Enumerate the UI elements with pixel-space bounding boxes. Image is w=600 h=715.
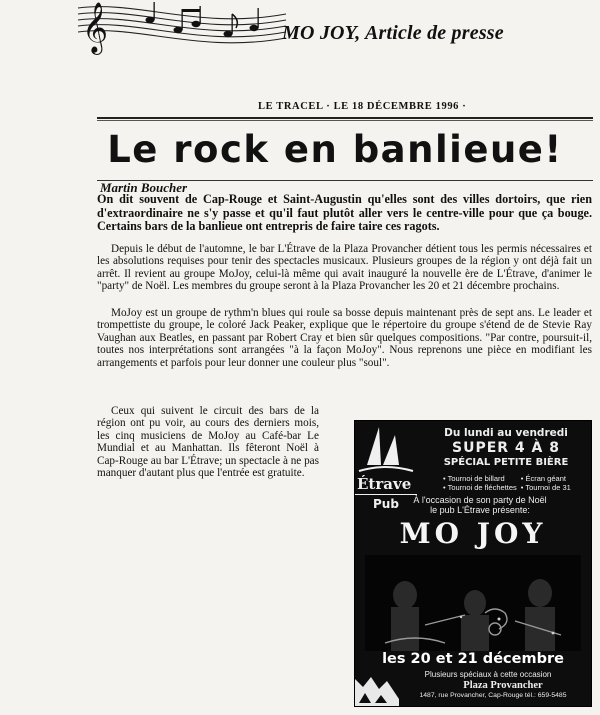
ad-band-name: MO JOY: [399, 517, 547, 550]
ad-occasion-line: le pub L'Étrave présente:: [430, 505, 530, 515]
article-lead: On dit souvent de Cap-Rouge et Saint-Augustin qu'elles sont des villes dortoirs, que rien d'extraordinaire ne s'y passe et qu'il faut plutôt aller vers le centre-ville pour que ça bouge. Certains bars de la banlieue ont entrepris de faire taire ces ragots.: [97, 192, 592, 234]
article-byline: Martin Boucher: [100, 180, 188, 195]
ad-feature: • Écran géant: [520, 474, 566, 483]
ad-address: 1487, rue Provancher, Cap-Rouge tél.: 659-5485: [419, 692, 567, 699]
ad-happy-hour: SUPER 4 À 8: [452, 440, 560, 456]
pub-advertisement: [354, 420, 592, 707]
ad-logo-sub: Pub: [373, 497, 399, 511]
ad-dates: les 20 et 21 décembre: [382, 651, 564, 667]
header-band: MO JOY: [282, 22, 356, 44]
newspaper-dateline: LE TRACEL · LE 18 DÉCEMBRE 1996 ·: [258, 101, 467, 112]
ad-feature: • Tournoi de 31: [520, 483, 571, 492]
ad-beer-special: SPÉCIAL PETITE BIÈRE: [443, 457, 569, 468]
header-label: Article de presse: [364, 22, 504, 44]
ad-logo-text: Étrave: [357, 475, 412, 493]
svg-text:𝄞: 𝄞: [82, 2, 109, 53]
music-staff-logo: [58, 0, 288, 70]
ad-days: Du lundi au vendredi: [444, 427, 568, 439]
ad-specials: Plusieurs spéciaux à cette occasion: [424, 670, 552, 679]
ad-occasion-line: À l'occasion de son party de Noël: [413, 495, 547, 505]
band-photo: [365, 555, 581, 651]
article-paragraph: MoJoy est un groupe de rythm'n blues qui roule sa bosse depuis maintenant près de sept ans. Le leader et trompettiste du groupe, le coloré Jack Peaker, explique que le répertoire du groupe s'étend de de Stevie Ray Vaughan aux Beatles, en passant par Robert Cray et bien sûr quelques compositions. "Par contre, poursuit-il, toutes nos interprétations sont arrangées "à la façon MoJoy". Nous reprenons une pièce en modifiant les arrangements et parfois pour leur donner une couleur plus "soul".: [97, 307, 592, 369]
header-separator: ,: [355, 22, 361, 44]
top-rule-thin: [97, 120, 593, 121]
ad-features: [443, 474, 589, 492]
ad-feature: • Tournoi de fléchettes: [443, 483, 517, 492]
article-paragraph: Ceux qui suivent le circuit des bars de la région ont pu voir, au cours des derniers mois, les cinq musiciens de MoJoy au Café-bar Le Mundial et au Manhattan. Ils fêteront Noël à Cap-Rouge au bar L'Étrave; un spectacle à ne pas manquer d'autant plus que l'entrée est gratuite.: [97, 405, 319, 480]
ad-feature: • Tournoi de billard: [443, 474, 505, 483]
article-headline: Le rock en banlieue!: [107, 128, 563, 171]
article-paragraph: Depuis le début de l'automne, le bar L'Étrave de la Plaza Provancher détient tous les permis nécessaires et les absolutions requises pour tenir des spectacles musicaux. Plusieurs groupes de la région y ont déjà fait un arrêt. Il revient au groupe MoJoy, celui-là même qui avait inauguré la nouvelle ère de L'Étrave, d'animer le "party" de Noël. Les membres du groupe seront à la Plaza Provancher les 20 et 21 décembre prochains.: [97, 243, 592, 293]
ad-occasion: [369, 495, 591, 515]
ad-venue: Plaza Provancher: [463, 680, 543, 691]
top-rule: [97, 117, 593, 119]
clipping-header: [282, 22, 504, 45]
